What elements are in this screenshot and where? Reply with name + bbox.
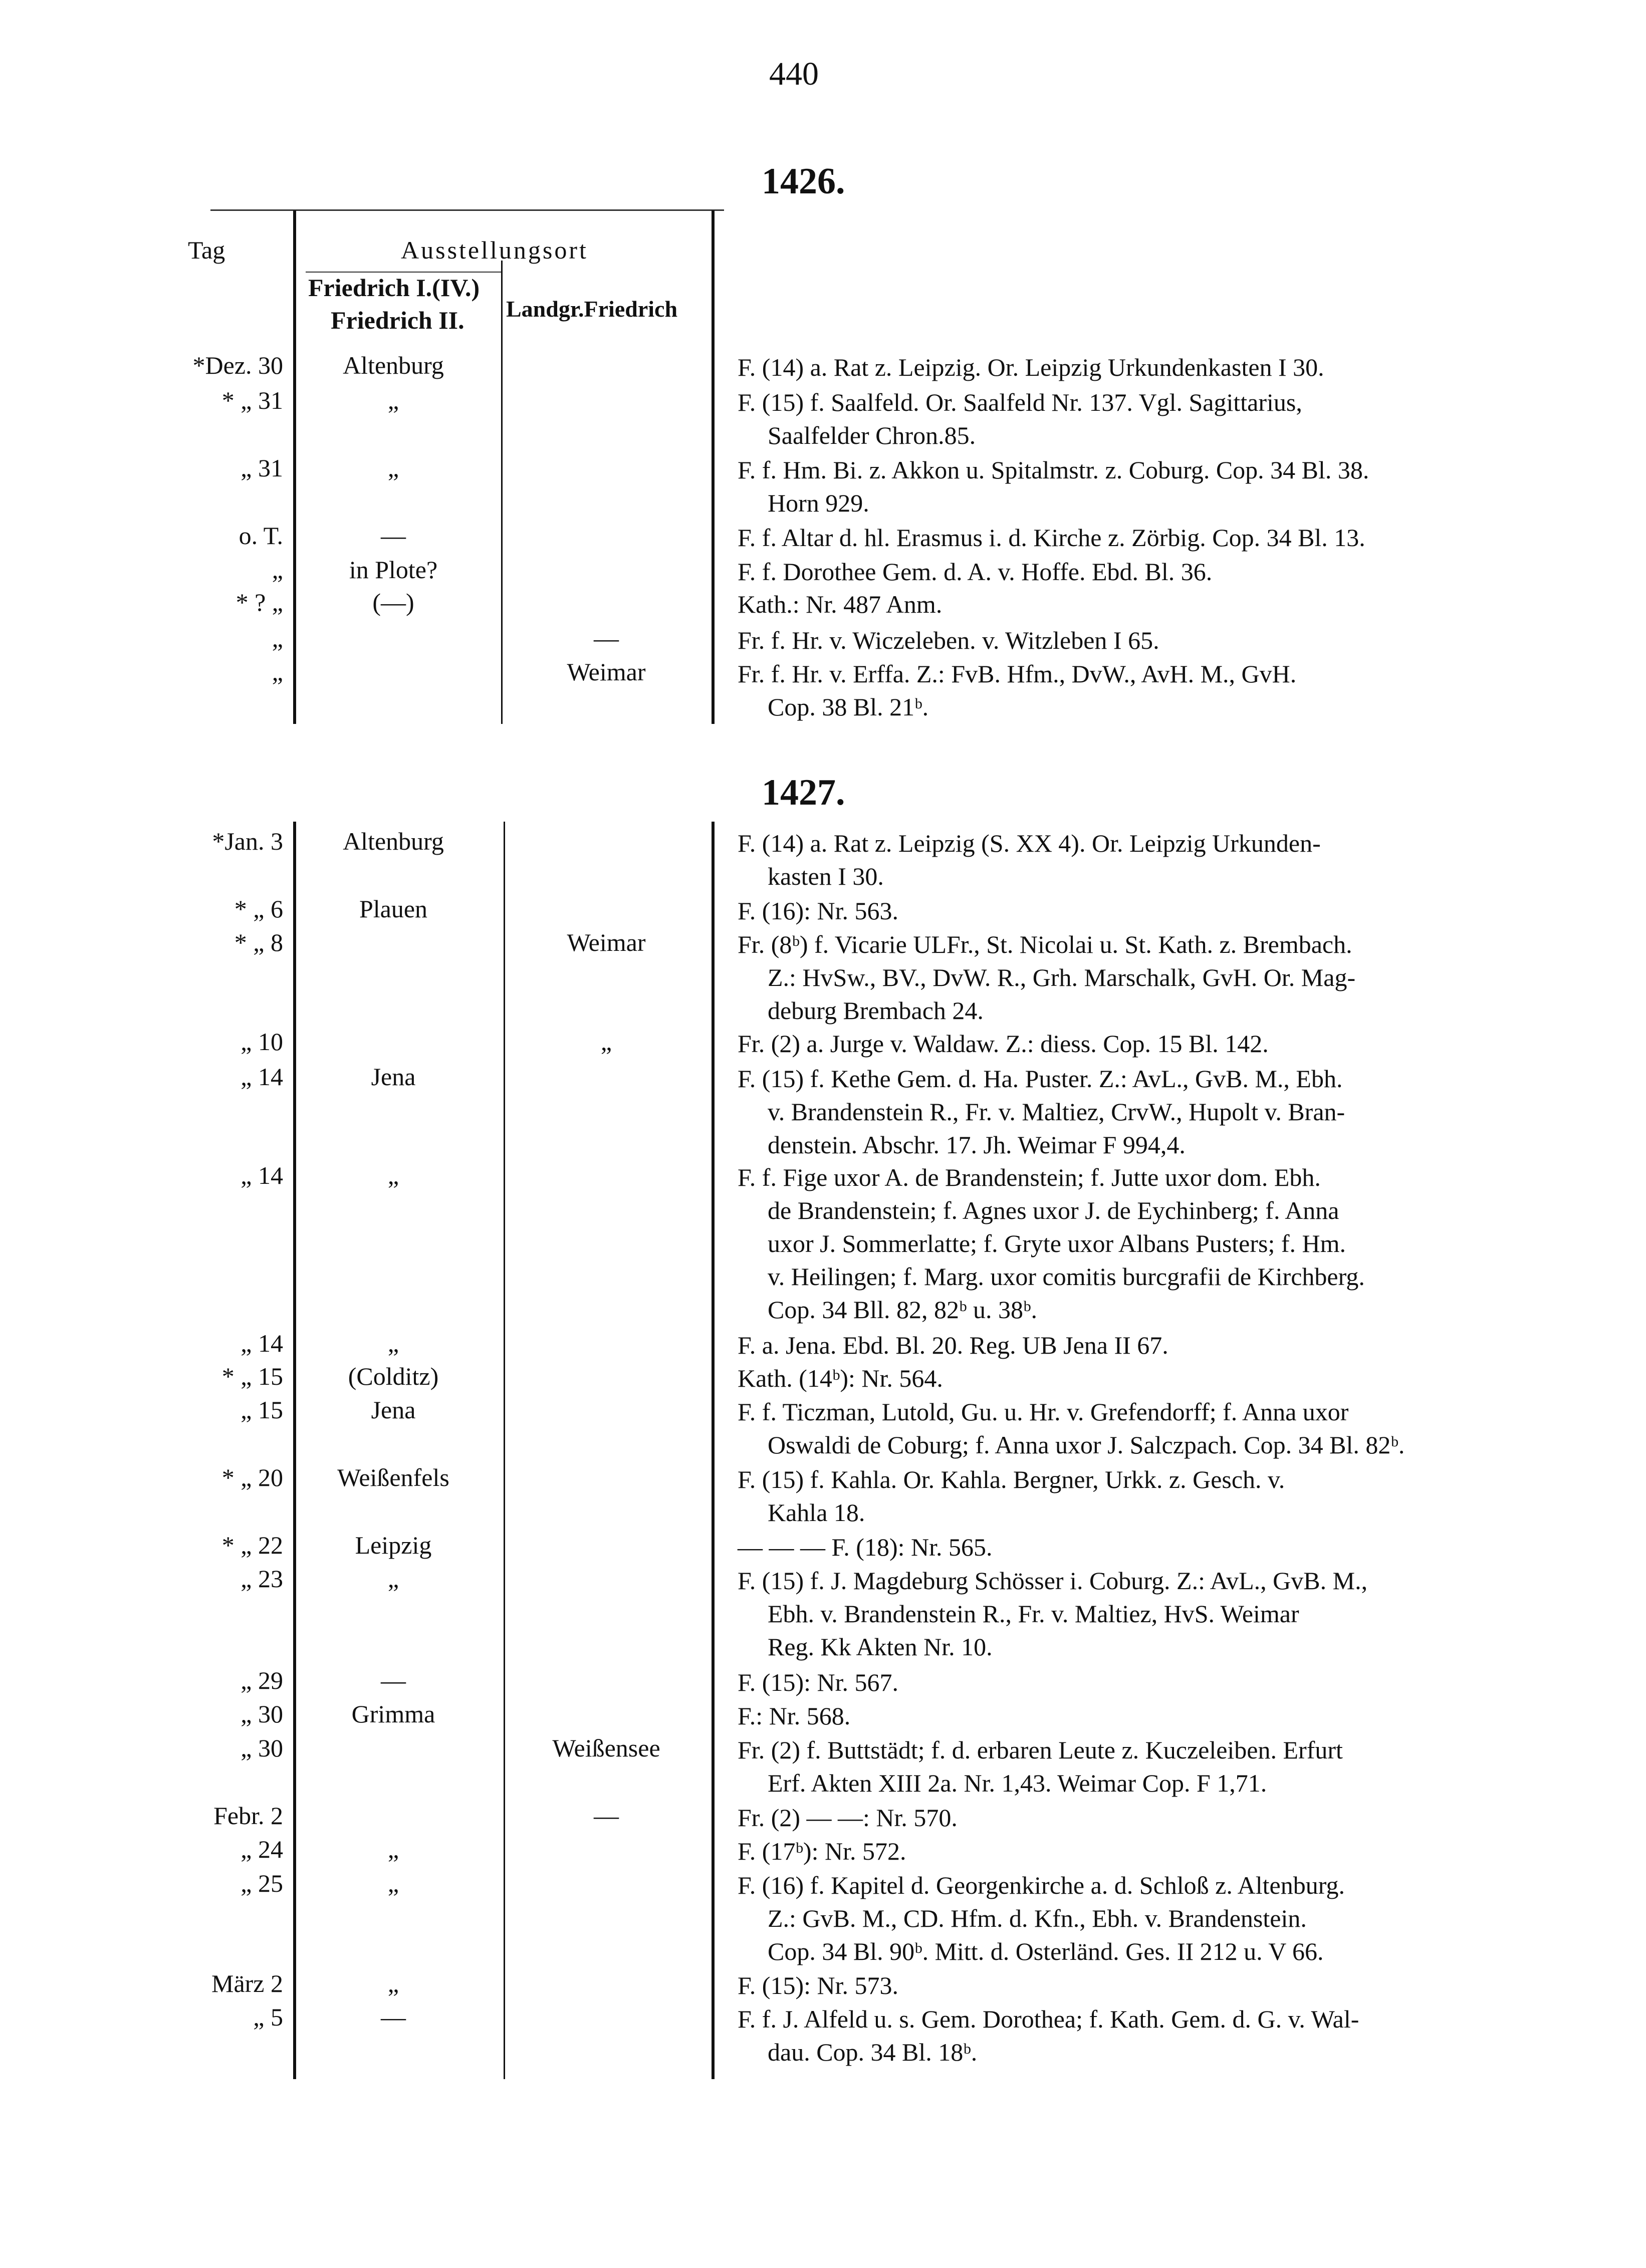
row-desc: F. (15) f. J. Magdeburg Schösser i. Coburg. Z.: AvL., GvB. M., Ebh. v. Brandenstein R., Fr. v. Maltiez, HvS. Weimar Reg. Kk Akten Nr. 10. [738,1567,1368,1661]
row-desc: F.: Nr. 568. [738,1702,851,1730]
row-tag: „ [272,624,283,652]
row-ort: „ [387,386,399,414]
row-desc: F. (15) f. Kethe Gem. d. Ha. Puster. Z.: AvL., GvB. M., Ebh. v. Brandenstein R., Fr. v. Maltiez, CrvW., Hupolt v. Bran- denstein. Abschr. 17. Jh. Weimar F 994,4. [738,1065,1345,1159]
row-desc: F. (15) f. Saalfeld. Or. Saalfeld Nr. 137. Vgl. Sagittarius, Saalfelder Chron.85. [738,388,1302,449]
row-ort: (Colditz) [348,1362,439,1390]
row-tag: * „ 20 [221,1463,283,1491]
row-tag: * „ 15 [221,1362,283,1390]
row-ort: „ [387,454,399,482]
row-desc: Fr. (2) f. Buttstädt; f. d. erbaren Leute z. Kuczeleiben. Erfurt Erf. Akten XIII 2a. Nr. 1,43. Weimar Cop. F 1,71. [738,1736,1343,1797]
row-desc: — — — F. (18): Nr. 565. [738,1533,993,1561]
row-tag: „ 5 [253,2003,283,2031]
row-ort: Plauen [359,895,428,923]
row-tag: „ 23 [241,1565,283,1593]
row-ort: Weißenfels [337,1463,449,1491]
page-number: 440 [769,56,819,92]
row-landgraf: Weimar [567,928,646,956]
row-tag: „ 10 [241,1028,283,1056]
row-ort: Altenburg [343,351,444,379]
row-tag: „ 14 [241,1161,283,1189]
row-ort: in Plote? [349,556,438,584]
row-ort: „ [387,1329,399,1357]
column-divider-desc-1427 [712,822,715,2079]
row-ort: Grimma [351,1700,435,1728]
row-desc: F. f. Fige uxor A. de Brandenstein; f. Jutte uxor dom. Ebh. de Brandenstein; f. Agnes uxor J. de Eychinberg; f. Anna uxor J. Sommerlatte; f. Gryte uxor Albans Pusters; f. Hm. v. Heilingen; f. Marg. uxor comitis burcgrafii de Kirchberg. Cop. 34 Bll. 82, 82ᵇ u. 38ᵇ. [738,1163,1365,1324]
row-ort: Jena [371,1396,416,1424]
column-divider-tag-1427 [293,822,296,2079]
row-ort: „ [387,1869,399,1897]
row-desc: F. (15) f. Kahla. Or. Kahla. Bergner, Urkk. z. Gesch. v. Kahla 18. [738,1465,1285,1527]
row-desc: F. (15): Nr. 567. [738,1668,898,1696]
row-tag: * „ 31 [221,386,283,414]
row-tag: * „ 22 [221,1531,283,1559]
row-tag: „ [272,658,283,686]
row-tag: Febr. 2 [213,1802,283,1830]
row-ort: „ [387,1565,399,1593]
header-landgraf: Landgr.Friedrich [506,296,678,322]
row-desc: Fr. (2) — —: Nr. 570. [738,1804,958,1832]
row-tag: „ 31 [241,454,283,482]
row-ort: „ [387,1969,399,1997]
row-desc: F. f. J. Alfeld u. s. Gem. Dorothea; f. Kath. Gem. d. G. v. Wal- dau. Cop. 34 Bl. 18ᵇ. [738,2005,1359,2066]
row-desc: F. (16) f. Kapitel d. Georgenkirche a. d. Schloß z. Altenburg. Z.: GvB. M., CD. Hfm. d. Kfn., Ebh. v. Brandenstein. Cop. 34 Bl. 90ᵇ. Mitt. d. Osterländ. Ges. II 212 u. V 66. [738,1871,1345,1965]
table-top-rule [210,209,724,211]
row-ort: Altenburg [343,827,444,855]
row-desc: F. f. Hm. Bi. z. Akkon u. Spitalmstr. z. Coburg. Cop. 34 Bl. 38. Horn 929. [738,456,1369,517]
row-ort: — [381,522,406,550]
header-friedrich-1: Friedrich I.(IV.) [308,274,480,302]
row-tag: „ 24 [241,1835,283,1863]
row-desc: F. (14) a. Rat z. Leipzig. Or. Leipzig Urkundenkasten I 30. [738,353,1324,381]
row-desc: Fr. f. Hr. v. Erffa. Z.: FvB. Hfm., DvW., AvH. M., GvH. Cop. 38 Bl. 21ᵇ. [738,660,1297,721]
row-ort: „ [387,1835,399,1863]
column-divider-tag [293,210,296,724]
row-tag: * ? „ [236,588,283,616]
row-ort: „ [387,1161,399,1189]
row-desc: F. f. Altar d. hl. Erasmus i. d. Kirche z. Zörbig. Cop. 34 Bl. 13. [738,524,1365,552]
column-divider-landgraf-1427 [504,822,505,2079]
year-heading-1427: 1427. [762,772,845,813]
header-friedrich-2: Friedrich II. [331,306,464,334]
row-tag: *Dez. 30 [192,351,283,379]
row-desc: Kath. (14ᵇ): Nr. 564. [738,1364,943,1392]
header-rule [306,272,501,273]
row-desc: F. f. Ticzman, Lutold, Gu. u. Hr. v. Grefendorff; f. Anna uxor Oswaldi de Coburg; f. Anna uxor J. Salczpach. Cop. 34 Bl. 82ᵇ. [738,1398,1405,1459]
row-tag: o. T. [239,522,283,550]
row-landgraf: Weißensee [552,1734,660,1762]
row-ort: — [381,2003,406,2031]
column-divider-landgraf [501,261,503,724]
row-desc: F. a. Jena. Ebd. Bl. 20. Reg. UB Jena II 67. [738,1331,1168,1359]
row-landgraf: — [594,624,619,652]
header-tag: Tag [188,236,225,264]
row-desc: F. (15): Nr. 573. [738,1971,898,1999]
row-ort: — [381,1666,406,1694]
column-divider-desc [712,210,715,724]
row-desc: Fr. (2) a. Jurge v. Waldaw. Z.: diess. Cop. 15 Bl. 142. [738,1030,1269,1058]
row-tag: * „ 6 [234,895,283,923]
row-ort: Jena [371,1063,416,1091]
row-tag: „ 15 [241,1396,283,1424]
year-heading-1426: 1426. [762,161,845,202]
row-landgraf: — [594,1802,619,1830]
row-landgraf: Weimar [567,658,646,686]
row-desc: Fr. f. Hr. v. Wiczeleben. v. Witzleben I 65. [738,626,1159,654]
row-tag: „ 30 [241,1700,283,1728]
row-tag: * „ 8 [234,928,283,956]
row-desc: Fr. (8ᵇ) f. Vicarie ULFr., St. Nicolai u. St. Kath. z. Brembach. Z.: HvSw., BV., DvW. R., Grh. Marschalk, GvH. Or. Mag- deburg Brembach 24. [738,930,1356,1025]
row-tag: „ 29 [241,1666,283,1694]
row-tag: „ 25 [241,1869,283,1897]
row-desc: Kath.: Nr. 487 Anm. [738,590,943,618]
row-desc: F. (16): Nr. 563. [738,897,898,925]
row-landgraf: „ [600,1028,612,1056]
row-tag: „ 14 [241,1063,283,1091]
row-desc: F. f. Dorothee Gem. d. A. v. Hoffe. Ebd. Bl. 36. [738,558,1213,586]
header-ausstellungsort: Ausstellungsort [401,236,588,264]
row-desc: F. (17ᵇ): Nr. 572. [738,1837,906,1865]
row-ort: (—) [372,588,414,616]
row-tag: „ [272,556,283,584]
row-tag: „ 30 [241,1734,283,1762]
row-ort: Leipzig [355,1531,432,1559]
row-tag: *Jan. 3 [212,827,283,855]
row-tag: „ 14 [241,1329,283,1357]
row-tag: März 2 [211,1969,283,1997]
row-desc: F. (14) a. Rat z. Leipzig (S. XX 4). Or. Leipzig Urkunden- kasten I 30. [738,829,1321,890]
